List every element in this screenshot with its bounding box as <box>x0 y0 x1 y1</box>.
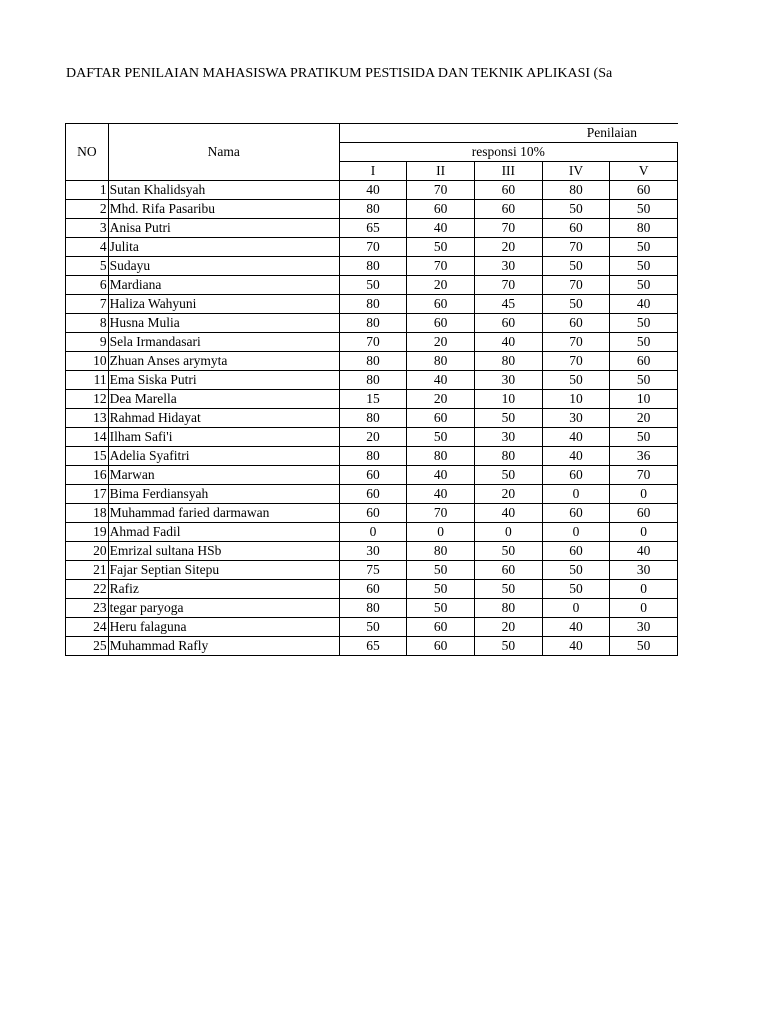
table-row <box>66 447 678 466</box>
student-name: Husna Mulia <box>108 314 339 333</box>
row-number: 12 <box>66 390 109 409</box>
score-cell: 0 <box>542 599 610 618</box>
score-cell: 70 <box>475 219 543 238</box>
score-cell: 50 <box>339 618 407 637</box>
table-row <box>66 618 678 637</box>
score-cell: 0 <box>542 523 610 542</box>
row-number: 2 <box>66 200 109 219</box>
score-cell: 80 <box>407 447 475 466</box>
score-cell: 70 <box>610 466 678 485</box>
row-number: 14 <box>66 428 109 447</box>
score-cell: 50 <box>475 409 543 428</box>
score-cell: 80 <box>339 371 407 390</box>
score-cell: 50 <box>407 580 475 599</box>
table-row <box>66 428 678 447</box>
score-cell: 40 <box>542 618 610 637</box>
score-cell: 40 <box>339 181 407 200</box>
score-cell: 50 <box>407 238 475 257</box>
score-cell: 50 <box>610 200 678 219</box>
score-cell: 60 <box>407 314 475 333</box>
student-name: Rafiz <box>108 580 339 599</box>
score-cell: 20 <box>407 276 475 295</box>
score-cell: 80 <box>339 257 407 276</box>
score-cell: 70 <box>407 257 475 276</box>
score-cell: 50 <box>542 561 610 580</box>
score-cell: 80 <box>339 599 407 618</box>
score-cell: 10 <box>542 390 610 409</box>
score-cell: 50 <box>610 314 678 333</box>
score-cell: 70 <box>542 333 610 352</box>
row-number: 19 <box>66 523 109 542</box>
score-cell: 60 <box>475 314 543 333</box>
grades-table <box>65 123 678 656</box>
score-cell: 60 <box>339 504 407 523</box>
score-cell: 20 <box>475 618 543 637</box>
row-number: 6 <box>66 276 109 295</box>
score-cell: 80 <box>475 352 543 371</box>
student-name: Anisa Putri <box>108 219 339 238</box>
row-number: 17 <box>66 485 109 504</box>
row-number: 24 <box>66 618 109 637</box>
header-row-group <box>66 124 678 143</box>
score-cell: 50 <box>610 333 678 352</box>
student-name: Bima Ferdiansyah <box>108 485 339 504</box>
score-cell: 70 <box>339 238 407 257</box>
score-cell: 60 <box>407 409 475 428</box>
score-cell: 60 <box>610 352 678 371</box>
score-cell: 50 <box>542 295 610 314</box>
row-number: 22 <box>66 580 109 599</box>
row-number: 11 <box>66 371 109 390</box>
table-row <box>66 599 678 618</box>
row-number: 23 <box>66 599 109 618</box>
score-cell: 60 <box>475 200 543 219</box>
score-cell: 80 <box>339 447 407 466</box>
score-cell: 30 <box>475 371 543 390</box>
column-header-no: NO <box>66 124 109 181</box>
score-cell: 50 <box>475 637 543 656</box>
score-cell: 60 <box>610 504 678 523</box>
score-cell: 50 <box>407 561 475 580</box>
score-cell: 30 <box>339 542 407 561</box>
table-row <box>66 409 678 428</box>
score-cell: 20 <box>475 485 543 504</box>
score-cell: 60 <box>542 504 610 523</box>
table-row <box>66 485 678 504</box>
score-cell: 50 <box>475 466 543 485</box>
score-cell: 0 <box>610 599 678 618</box>
score-cell: 60 <box>407 618 475 637</box>
student-name: Marwan <box>108 466 339 485</box>
row-number: 13 <box>66 409 109 428</box>
student-name: Emrizal sultana HSb <box>108 542 339 561</box>
score-cell: 50 <box>610 238 678 257</box>
score-cell: 60 <box>610 181 678 200</box>
score-cell: 40 <box>610 542 678 561</box>
page-title: DAFTAR PENILAIAN MAHASISWA PRATIKUM PESTISIDA DAN TEKNIK APLIKASI (Sa <box>66 66 613 81</box>
score-cell: 20 <box>610 409 678 428</box>
column-header-iii: III <box>475 162 543 181</box>
score-cell: 70 <box>407 504 475 523</box>
student-name: Muhammad faried darmawan <box>108 504 339 523</box>
score-cell: 40 <box>610 295 678 314</box>
score-cell: 80 <box>475 447 543 466</box>
student-name: Fajar Septian Sitepu <box>108 561 339 580</box>
score-cell: 60 <box>542 542 610 561</box>
score-cell: 50 <box>542 371 610 390</box>
student-name: Rahmad Hidayat <box>108 409 339 428</box>
score-cell: 50 <box>407 428 475 447</box>
student-name: Sela Irmandasari <box>108 333 339 352</box>
row-number: 18 <box>66 504 109 523</box>
column-header-ii: II <box>407 162 475 181</box>
row-number: 9 <box>66 333 109 352</box>
score-cell: 65 <box>339 637 407 656</box>
score-cell: 40 <box>542 447 610 466</box>
student-name: Mardiana <box>108 276 339 295</box>
score-cell: 0 <box>339 523 407 542</box>
score-cell: 50 <box>610 428 678 447</box>
table-row <box>66 637 678 656</box>
row-number: 3 <box>66 219 109 238</box>
score-cell: 80 <box>339 409 407 428</box>
score-cell: 45 <box>475 295 543 314</box>
student-name: Julita <box>108 238 339 257</box>
table-row <box>66 295 678 314</box>
score-cell: 80 <box>475 599 543 618</box>
row-number: 16 <box>66 466 109 485</box>
score-cell: 80 <box>542 181 610 200</box>
score-cell: 70 <box>407 181 475 200</box>
score-cell: 70 <box>542 276 610 295</box>
score-cell: 50 <box>610 257 678 276</box>
score-cell: 50 <box>475 542 543 561</box>
student-name: Heru falaguna <box>108 618 339 637</box>
score-cell: 40 <box>407 485 475 504</box>
student-name: Dea Marella <box>108 390 339 409</box>
score-cell: 10 <box>610 390 678 409</box>
table-row <box>66 542 678 561</box>
column-group-penilaian: Penilaian <box>339 124 677 143</box>
table-row <box>66 561 678 580</box>
row-number: 1 <box>66 181 109 200</box>
student-name: tegar paryoga <box>108 599 339 618</box>
student-name: Zhuan Anses arymyta <box>108 352 339 371</box>
student-name: Sutan Khalidsyah <box>108 181 339 200</box>
score-cell: 70 <box>542 352 610 371</box>
column-header-iv: IV <box>542 162 610 181</box>
score-cell: 80 <box>407 542 475 561</box>
score-cell: 30 <box>610 618 678 637</box>
table-row <box>66 390 678 409</box>
score-cell: 36 <box>610 447 678 466</box>
row-number: 25 <box>66 637 109 656</box>
score-cell: 20 <box>407 333 475 352</box>
table-row <box>66 276 678 295</box>
score-cell: 50 <box>610 371 678 390</box>
row-number: 10 <box>66 352 109 371</box>
student-name: Adelia Syafitri <box>108 447 339 466</box>
score-cell: 50 <box>542 257 610 276</box>
score-cell: 80 <box>407 352 475 371</box>
column-header-i: I <box>339 162 407 181</box>
row-number: 8 <box>66 314 109 333</box>
table-row <box>66 333 678 352</box>
score-cell: 75 <box>339 561 407 580</box>
score-cell: 50 <box>542 580 610 599</box>
student-name: Haliza Wahyuni <box>108 295 339 314</box>
table-row <box>66 580 678 599</box>
student-name: Muhammad Rafly <box>108 637 339 656</box>
score-cell: 65 <box>339 219 407 238</box>
score-cell: 50 <box>542 200 610 219</box>
row-number: 4 <box>66 238 109 257</box>
student-name: Mhd. Rifa Pasaribu <box>108 200 339 219</box>
score-cell: 60 <box>407 295 475 314</box>
score-cell: 40 <box>475 333 543 352</box>
table-row <box>66 504 678 523</box>
column-subgroup-responsi: responsi 10% <box>339 143 677 162</box>
score-cell: 80 <box>610 219 678 238</box>
score-cell: 0 <box>610 485 678 504</box>
score-cell: 40 <box>542 637 610 656</box>
score-cell: 60 <box>407 200 475 219</box>
score-cell: 30 <box>610 561 678 580</box>
score-cell: 60 <box>339 580 407 599</box>
score-cell: 40 <box>407 371 475 390</box>
score-cell: 60 <box>407 637 475 656</box>
score-cell: 60 <box>542 466 610 485</box>
score-cell: 60 <box>339 466 407 485</box>
score-cell: 50 <box>407 599 475 618</box>
score-cell: 70 <box>542 238 610 257</box>
grades-table-container <box>65 123 678 656</box>
score-cell: 20 <box>475 238 543 257</box>
row-number: 15 <box>66 447 109 466</box>
score-cell: 60 <box>542 314 610 333</box>
score-cell: 40 <box>542 428 610 447</box>
table-row <box>66 352 678 371</box>
score-cell: 30 <box>542 409 610 428</box>
score-cell: 10 <box>475 390 543 409</box>
table-row <box>66 523 678 542</box>
column-header-name: Nama <box>108 124 339 181</box>
score-cell: 0 <box>407 523 475 542</box>
score-cell: 80 <box>339 295 407 314</box>
score-cell: 20 <box>339 428 407 447</box>
score-cell: 0 <box>542 485 610 504</box>
score-cell: 0 <box>610 580 678 599</box>
score-cell: 0 <box>610 523 678 542</box>
score-cell: 60 <box>542 219 610 238</box>
score-cell: 80 <box>339 200 407 219</box>
score-cell: 70 <box>475 276 543 295</box>
table-row <box>66 466 678 485</box>
row-number: 7 <box>66 295 109 314</box>
score-cell: 20 <box>407 390 475 409</box>
score-cell: 80 <box>339 314 407 333</box>
student-name: Ema Siska Putri <box>108 371 339 390</box>
score-cell: 40 <box>407 466 475 485</box>
column-header-v: V <box>610 162 678 181</box>
score-cell: 50 <box>475 580 543 599</box>
score-cell: 60 <box>339 485 407 504</box>
table-row <box>66 200 678 219</box>
student-name: Ahmad Fadil <box>108 523 339 542</box>
table-row <box>66 257 678 276</box>
score-cell: 80 <box>339 352 407 371</box>
score-cell: 50 <box>339 276 407 295</box>
table-row <box>66 181 678 200</box>
score-cell: 30 <box>475 428 543 447</box>
score-cell: 50 <box>610 637 678 656</box>
table-row <box>66 371 678 390</box>
table-row <box>66 238 678 257</box>
score-cell: 60 <box>475 561 543 580</box>
score-cell: 30 <box>475 257 543 276</box>
row-number: 20 <box>66 542 109 561</box>
row-number: 5 <box>66 257 109 276</box>
score-cell: 60 <box>475 181 543 200</box>
score-cell: 0 <box>475 523 543 542</box>
student-name: Sudayu <box>108 257 339 276</box>
score-cell: 50 <box>610 276 678 295</box>
table-row <box>66 219 678 238</box>
table-body <box>66 181 678 656</box>
score-cell: 40 <box>407 219 475 238</box>
score-cell: 15 <box>339 390 407 409</box>
table-row <box>66 314 678 333</box>
score-cell: 40 <box>475 504 543 523</box>
student-name: Ilham Safi'i <box>108 428 339 447</box>
row-number: 21 <box>66 561 109 580</box>
score-cell: 70 <box>339 333 407 352</box>
